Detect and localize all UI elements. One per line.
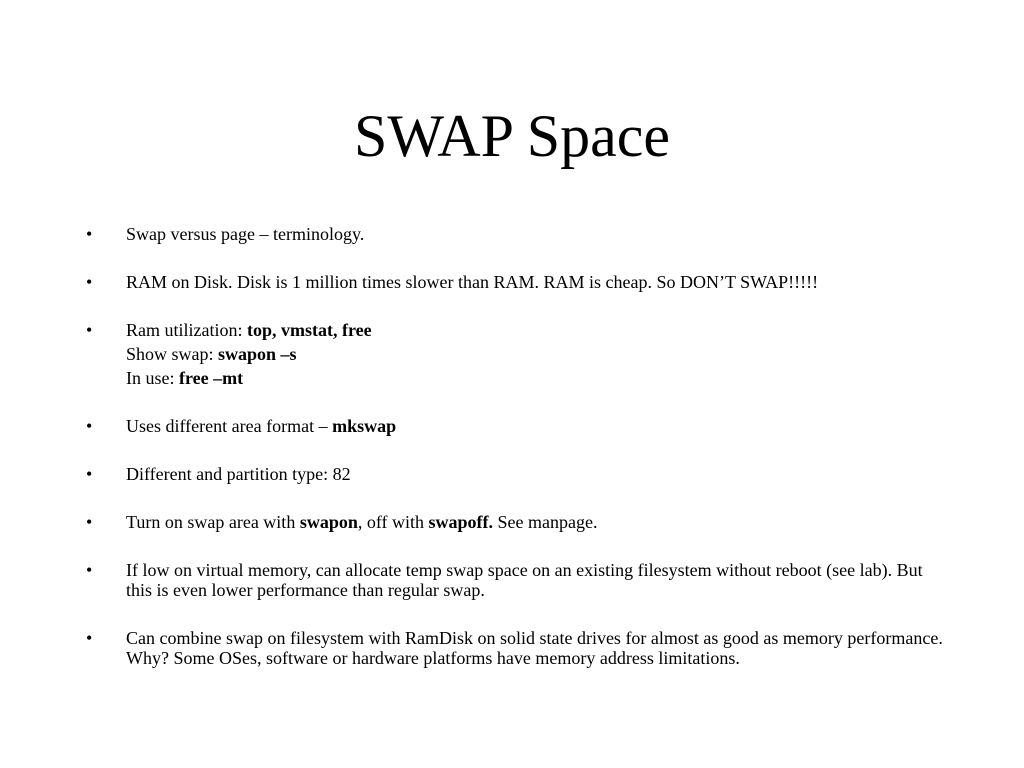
bullet-text-prefix: Uses different area format –	[126, 416, 333, 436]
bullet-dot: •	[86, 272, 93, 292]
bullet-text-prefix: Ram utilization:	[126, 320, 247, 340]
bullet-dot: •	[86, 628, 93, 648]
bullet-text-middle: , off with	[357, 512, 429, 532]
bullet-text	[126, 512, 946, 532]
bullet-item	[86, 512, 946, 532]
bullet-text-command: mkswap	[332, 416, 397, 436]
bullet-item	[86, 560, 946, 600]
bullet-item	[86, 224, 946, 244]
bullet-item	[86, 272, 946, 292]
bullet-subline	[126, 368, 946, 388]
bullet-text	[126, 416, 946, 436]
bullet-item	[86, 628, 946, 668]
bullet-subline	[126, 344, 946, 364]
bullet-text: If low on virtual memory, can allocate temp swap space on an existing filesystem without reboot (see lab). But this is even lower performance than regular swap.	[126, 560, 923, 600]
bullet-subline-prefix: Show swap:	[126, 344, 219, 364]
bullet-list	[86, 224, 946, 696]
bullet-text: Can combine swap on filesystem with RamDisk on solid state drives for almost as good as memory performance. Why? Some OSes, software or hardware platforms have memory address limitations.	[126, 628, 943, 668]
bullet-dot: •	[86, 416, 93, 436]
bullet-item	[86, 320, 946, 388]
bullet-text: Swap versus page – terminology.	[126, 224, 365, 244]
bullet-text	[126, 320, 946, 340]
bullet-text-command: swapon	[299, 512, 358, 532]
bullet-dot: •	[86, 560, 93, 580]
bullet-subline-command: free –mt	[179, 368, 244, 388]
bullet-subline-prefix: In use:	[126, 368, 179, 388]
bullet-dot: •	[86, 512, 93, 532]
bullet-dot: •	[86, 320, 93, 340]
bullet-item	[86, 464, 946, 484]
bullet-text-command: swapoff.	[428, 512, 494, 532]
bullet-text-prefix: Turn on swap area with	[126, 512, 300, 532]
bullet-text-suffix: See manpage.	[493, 512, 598, 532]
bullet-text: Different and partition type: 82	[126, 464, 351, 484]
bullet-text: RAM on Disk. Disk is 1 million times slower than RAM. RAM is cheap. So DON’T SWAP!!!!!	[126, 272, 819, 292]
slide-title: SWAP Space	[353, 103, 671, 169]
bullet-text-command: top, vmstat, free	[246, 320, 372, 340]
bullet-item	[86, 416, 946, 436]
bullet-dot: •	[86, 464, 93, 484]
bullet-subline-command: swapon –s	[218, 344, 297, 364]
bullet-dot: •	[86, 224, 93, 244]
